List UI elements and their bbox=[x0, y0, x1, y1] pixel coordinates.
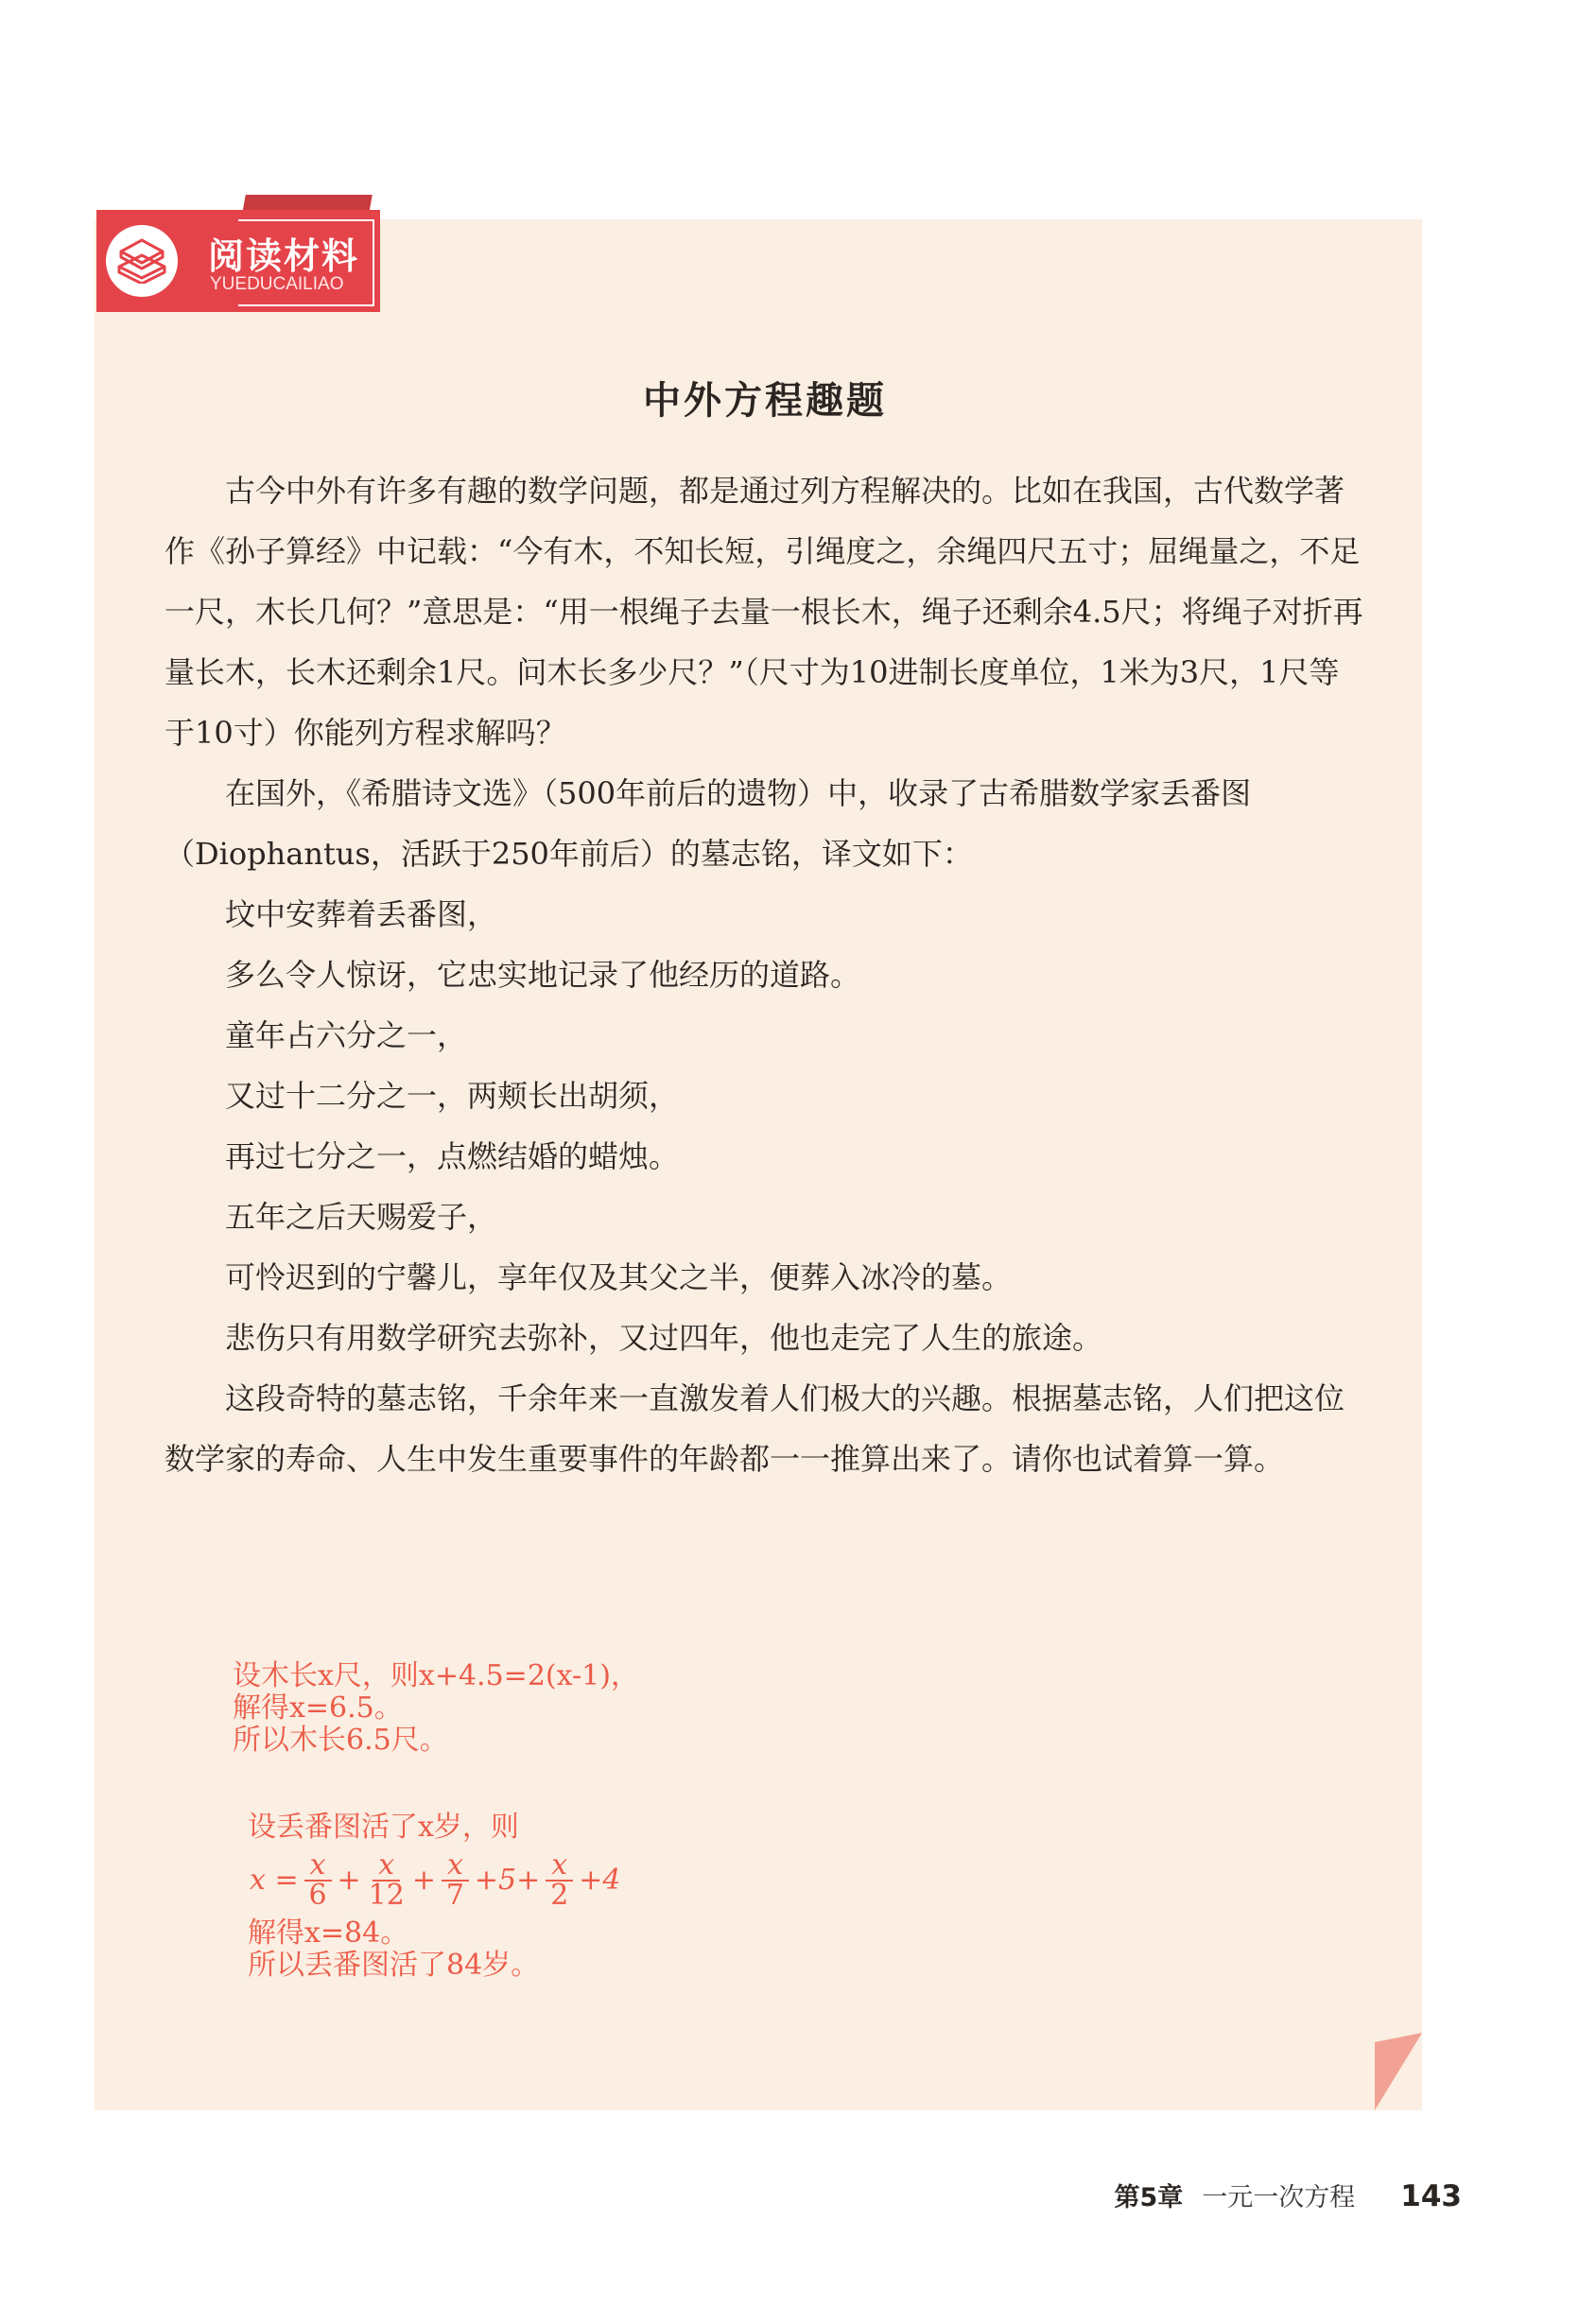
paragraph: 这段奇特的墓志铭，千余年来一直激发着人们极大的兴趣。根据墓志铭，人们把这位数学家的寿命、人生中发生重要事件的年龄都一一推算出来了。请你也试着算一算。 bbox=[165, 1380, 1345, 1477]
books-icon bbox=[106, 225, 178, 297]
answer-line: 所以丢番图活了84岁。 bbox=[248, 1949, 540, 1982]
badge-title: 阅读材料 bbox=[208, 235, 360, 277]
page-number: 143 bbox=[1400, 2179, 1462, 2213]
page-footer bbox=[1114, 2177, 1462, 2213]
poem-line: 坟中安葬着丢番图， bbox=[225, 896, 498, 932]
answer-line: 所以木长6.5尺。 bbox=[233, 1724, 448, 1757]
equation-lhs: x = bbox=[250, 1864, 299, 1897]
badge-subtitle: YUEDUCAILIAO bbox=[210, 274, 344, 294]
poem-line: 再过七分之一，点燃结婚的蜡烛。 bbox=[225, 1138, 680, 1174]
poem-line: 童年占六分之一， bbox=[225, 1017, 468, 1053]
answer-line: 设木长x尺，则x+4.5=2(x-1)， bbox=[233, 1659, 639, 1692]
plus-sign: + bbox=[411, 1864, 436, 1897]
page-title: 中外方程趣题 bbox=[643, 378, 887, 423]
chapter-number: 第5章 bbox=[1114, 2183, 1184, 2212]
numerator: x bbox=[373, 1851, 400, 1882]
numerator: x bbox=[304, 1851, 332, 1882]
poem-line: 又过十二分之一，两颊长出胡须， bbox=[225, 1078, 680, 1114]
denominator: 2 bbox=[550, 1879, 569, 1912]
fraction bbox=[365, 1848, 408, 1912]
denominator: 12 bbox=[368, 1879, 405, 1912]
equation bbox=[248, 1844, 622, 1917]
denominator: 7 bbox=[445, 1879, 464, 1912]
fraction bbox=[544, 1848, 575, 1912]
fraction bbox=[440, 1848, 471, 1912]
answer-line: 设丢番图活了x岁，则 bbox=[248, 1811, 519, 1844]
poem-line: 五年之后天赐爱子， bbox=[225, 1199, 498, 1235]
paragraph: 在国外，《希腊诗文选》（500年前后的遗物）中，收录了古希腊数学家丢番图（Diophantus，活跃于250年前后）的墓志铭，译文如下： bbox=[165, 775, 1252, 872]
plus-sign: + bbox=[337, 1864, 361, 1897]
poem-line: 悲伤只有用数学研究去弥补，又过四年，他也走完了人生的旅途。 bbox=[225, 1320, 1103, 1356]
equation-tail: +4 bbox=[579, 1864, 621, 1897]
chapter-name: 一元一次方程 bbox=[1202, 2183, 1356, 2212]
answer-line: 解得x=84。 bbox=[248, 1916, 409, 1950]
numerator: x bbox=[546, 1851, 573, 1882]
fraction bbox=[303, 1848, 334, 1912]
article-body bbox=[165, 460, 1365, 1489]
equation-middle: +5+ bbox=[474, 1864, 541, 1897]
numerator: x bbox=[442, 1851, 469, 1882]
denominator: 6 bbox=[308, 1879, 327, 1912]
paragraph: 古今中外有许多有趣的数学问题，都是通过列方程解决的。比如在我国，古代数学著作《孙子算经》中记载：“今有木，不知长短，引绳度之，余绳四尺五寸；屈绳量之，不足一尺，木长几何？”意思是：“用一根绳子去量一根长木，绳子还剩余4.5尺；将绳子对折再量长木，长木还剩余1尺。问木长多少尺？”（尺寸为10进制长度单位，1米为3尺，1尺等于10寸）你能列方程求解吗？ bbox=[165, 473, 1363, 751]
page-corner-fold bbox=[1375, 2033, 1422, 2110]
poem-line: 可怜迟到的宁馨儿，享年仅及其父之半，便葬入冰冷的墓。 bbox=[225, 1259, 1013, 1295]
poem-line: 多么令人惊讶，它忠实地记录了他经历的道路。 bbox=[225, 957, 861, 993]
handwritten-answer-1 bbox=[233, 1660, 639, 1757]
handwritten-answer-2 bbox=[248, 1812, 622, 1982]
reading-badge bbox=[96, 210, 380, 312]
answer-line: 解得x=6.5。 bbox=[233, 1691, 403, 1725]
